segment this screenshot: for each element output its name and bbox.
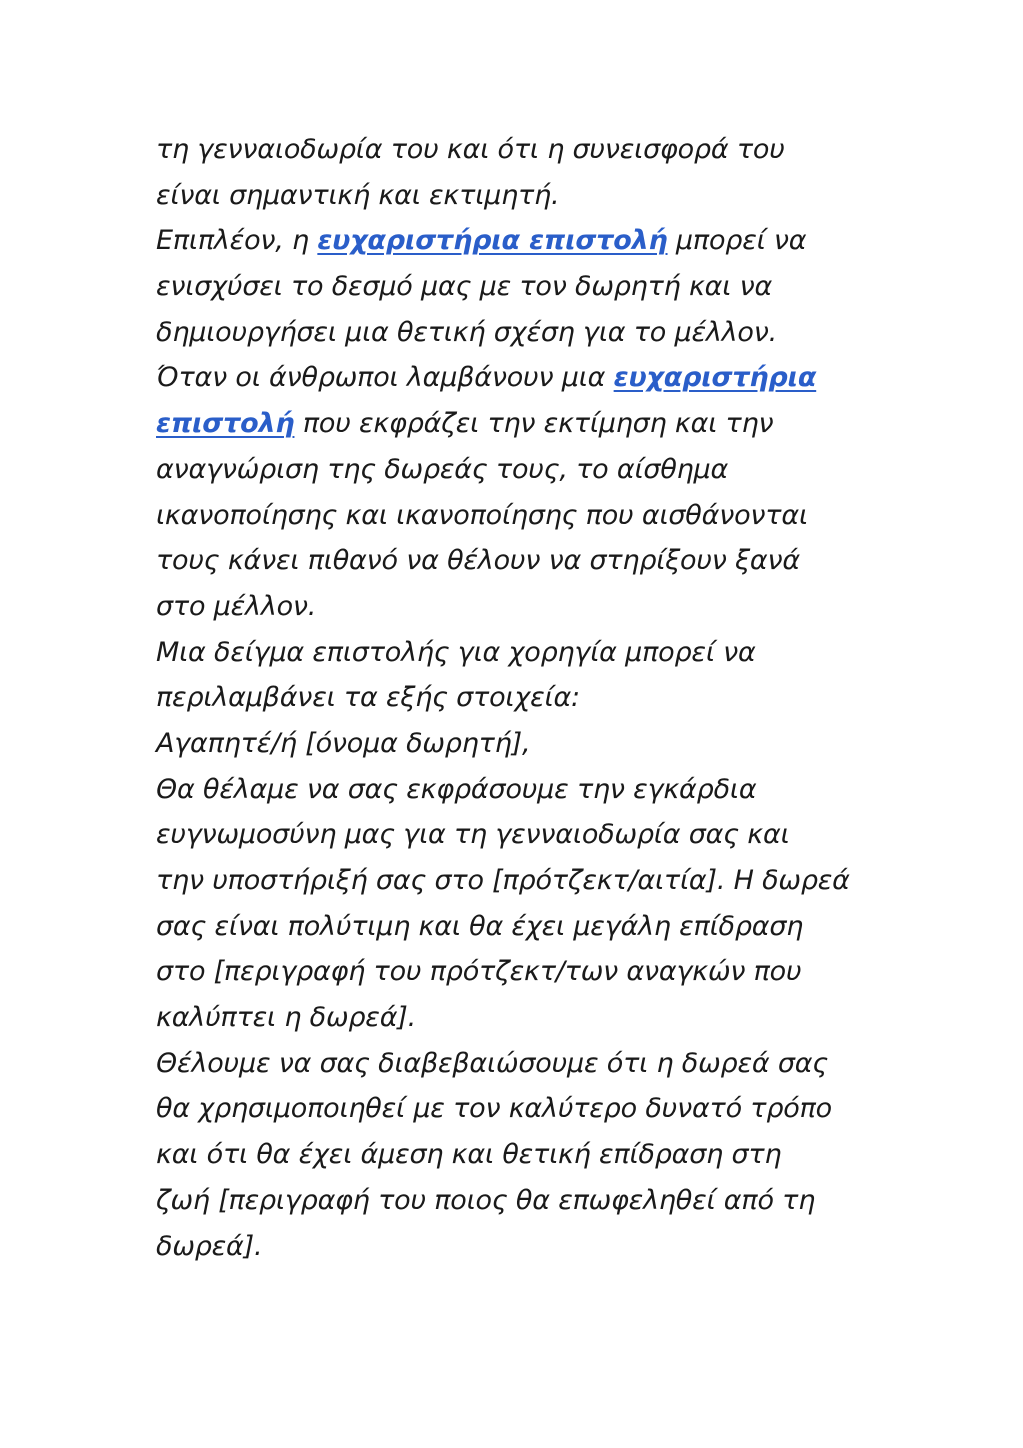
text-line — [156, 310, 876, 356]
text-line — [156, 1178, 876, 1224]
text-segment: και ότι θα έχει άμεση και θετική επίδραση στη — [156, 1139, 782, 1171]
text-line — [156, 493, 876, 539]
text-line — [156, 173, 876, 219]
text-line — [156, 538, 876, 584]
text-line — [156, 264, 876, 310]
text-line — [156, 447, 876, 493]
link-thank-you-letter[interactable]: ευχαριστήρια — [613, 362, 817, 394]
text-segment: θα χρησιμοποιηθεί με τον καλύτερο δυνατό τρόπο — [156, 1093, 832, 1125]
text-line — [156, 721, 876, 767]
link-thank-you-letter[interactable]: επιστολή — [156, 408, 295, 440]
text-line — [156, 1086, 876, 1132]
text-segment: ζωή [περιγραφή του ποιος θα επωφεληθεί από τη — [156, 1184, 816, 1216]
text-segment: ενισχύσει το δεσμό μας με τον δωρητή και να — [156, 271, 773, 303]
text-segment: είναι σημαντική και εκτιμητή. — [156, 179, 560, 211]
text-line — [156, 1132, 876, 1178]
text-segment: την υποστήριξή σας στο [πρότζεκτ/αιτία]. Η δωρεά — [156, 865, 850, 896]
text-segment: τους κάνει πιθανό να θέλουν να στηρίξουν ξανά — [156, 545, 800, 577]
text-line — [156, 218, 876, 264]
text-segment: που εκφράζει την εκτίμηση και την — [294, 408, 774, 440]
text-segment: δημιουργήσει μια θετική σχέση για το μέλλον. — [156, 316, 778, 348]
text-line — [156, 858, 876, 904]
text-line — [156, 355, 876, 401]
link-thank-you-letter[interactable]: ευχαριστήρια επιστολή — [317, 225, 668, 257]
text-line — [156, 904, 876, 950]
text-line — [156, 1041, 876, 1087]
text-segment: στο μέλλον. — [156, 590, 317, 622]
text-line — [156, 584, 876, 630]
text-segment: Θα θέλαμε να σας εκφράσουμε την εγκάρδια — [156, 773, 757, 805]
text-segment: Όταν οι άνθρωποι λαμβάνουν μια — [156, 362, 614, 394]
text-segment: ικανοποίησης και ικανοποίησης που αισθάνονται — [156, 499, 808, 531]
text-line — [156, 127, 876, 173]
text-line — [156, 401, 876, 447]
text-segment: δωρεά]. — [156, 1230, 263, 1262]
text-line — [156, 675, 876, 721]
text-segment: ευγνωμοσύνη μας για τη γενναιοδωρία σας και — [156, 819, 790, 851]
text-line — [156, 812, 876, 858]
text-segment: στο [περιγραφή του πρότζεκτ/των αναγκών που — [156, 956, 802, 988]
text-segment: σας είναι πολύτιμη και θα έχει μεγάλη επίδραση — [156, 910, 804, 942]
text-line — [156, 1224, 876, 1270]
text-segment: Αγαπητέ/ή [όνομα δωρητή], — [156, 727, 531, 759]
text-segment: μπορεί να — [667, 225, 807, 257]
text-line — [156, 949, 876, 995]
document-body — [156, 127, 876, 1269]
text-segment: καλύπτει η δωρεά]. — [156, 1002, 417, 1034]
text-segment: περιλαμβάνει τα εξής στοιχεία: — [156, 682, 580, 714]
text-segment: αναγνώριση της δωρεάς τους, το αίσθημα — [156, 453, 729, 485]
text-line — [156, 630, 876, 676]
text-segment: τη γενναιοδωρία του και ότι η συνεισφορά του — [156, 134, 785, 165]
text-segment: Μια δείγμα επιστολής για χορηγία μπορεί να — [156, 636, 756, 668]
text-line — [156, 767, 876, 813]
text-segment: Θέλουμε να σας διαβεβαιώσουμε ότι η δωρεά σας — [156, 1047, 828, 1079]
text-segment: Επιπλέον, η — [156, 225, 318, 257]
text-line — [156, 995, 876, 1041]
